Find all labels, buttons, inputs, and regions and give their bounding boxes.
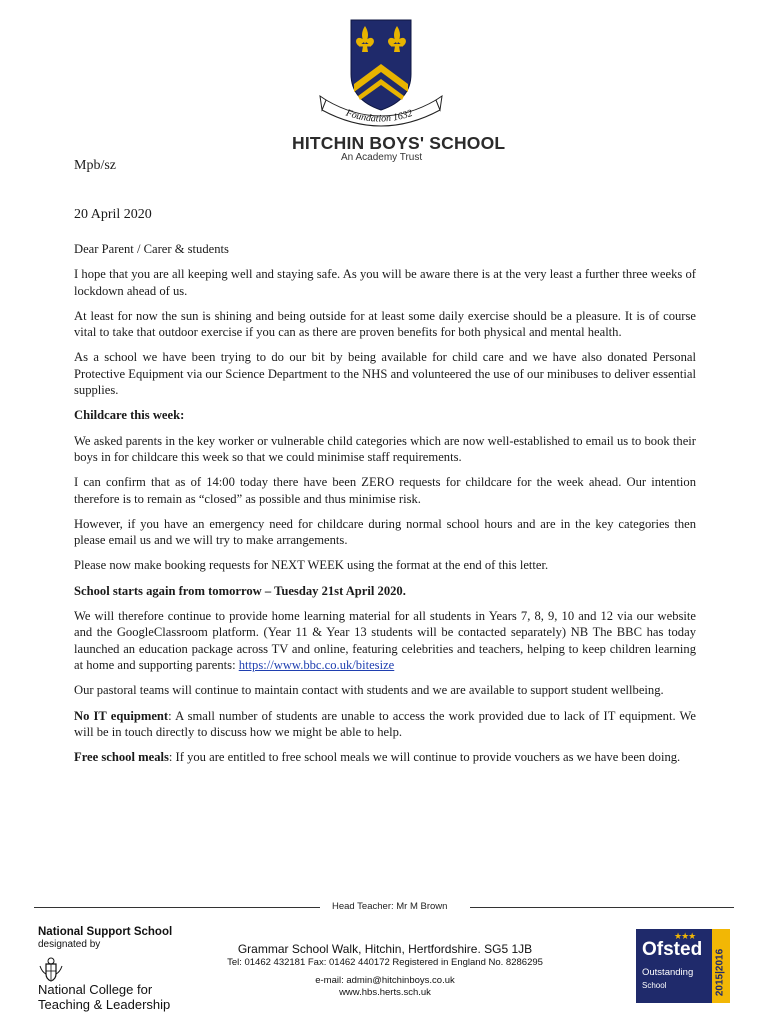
bbc-bitesize-link[interactable]: https://www.bbc.co.uk/bitesize <box>238 658 395 673</box>
paragraph-home-learning <box>74 608 696 674</box>
it-equipment-label: No IT equipment <box>74 708 169 723</box>
head-teacher: Head Teacher: Mr M Brown <box>332 901 448 912</box>
national-support-school-badge <box>38 926 198 1012</box>
ofsted-outstanding-badge <box>636 929 730 1003</box>
it-equipment-text: : A small number of students are unable to access the work provided due to lack of IT equipment. We will be in touch directly to discuss how we might be able to help. <box>74 708 696 739</box>
contact-numbers: Tel: 01462 432181 Fax: 01462 440172 Registered in England No. 8286295 <box>227 957 543 968</box>
letter-date: 20 April 2020 <box>74 207 152 222</box>
nss-college: National College for Teaching & Leadership <box>38 982 171 1012</box>
free-meals-label: Free school meals <box>74 750 169 765</box>
school-name: HITCHIN BOYS' SCHOOL <box>292 133 506 153</box>
heading-childcare: Childcare this week: <box>74 408 185 423</box>
heading-school-starts: School starts again from tomorrow – Tuesday 21st April 2020. <box>74 583 406 598</box>
paragraph-pastoral: Our pastoral teams will continue to maintain contact with students and we are available to support student wellbeing. <box>74 683 664 698</box>
ofsted-years: 2015|2016 <box>714 948 726 997</box>
nss-title: National Support School <box>38 926 173 938</box>
footer-divider-left <box>34 907 320 908</box>
letter-body <box>74 241 696 774</box>
ofsted-stars-icon: ★★★ <box>674 931 696 941</box>
paragraph-next-week: Please now make booking requests for NEXT WEEK using the format at the end of this letter. <box>74 558 549 573</box>
ofsted-name: Ofsted <box>642 939 703 960</box>
paragraph-zero-requests: I can confirm that as of 14:00 today there have been ZERO requests for childcare for the week ahead. Our intention therefore is to remain as “closed” as possible and thus minimise risk. <box>74 475 696 506</box>
school-crest-logo <box>318 14 444 134</box>
royal-arms-icon <box>38 956 64 984</box>
school-address-block <box>200 942 570 999</box>
free-meals-text: : If you are entitled to free school meals we will continue to provide vouchers as we have been doing. <box>168 750 681 765</box>
salutation: Dear Parent / Carer & students <box>74 242 229 256</box>
school-subtitle: An Academy Trust <box>341 152 423 163</box>
ofsted-grade: Outstanding <box>642 967 694 978</box>
paragraph-exercise: At least for now the sun is shining and being outside for at least some daily exercise should be a pleasure. It is of course vital to take that outdoor exercise if you can as there are proven benefits for both physical and mental health. <box>74 308 696 340</box>
website-address[interactable]: www.hbs.herts.sch.uk <box>339 987 431 998</box>
email-address[interactable]: e-mail: admin@hitchinboys.co.uk <box>315 975 455 986</box>
paragraph-wellbeing: I hope that you are all keeping well and staying safe. As you will be aware there is at the very least a further three weeks of lockdown ahead of us. <box>74 267 696 298</box>
letter-reference: Mpb/sz <box>74 158 116 173</box>
paragraph-emergency: However, if you have an emergency need for childcare during normal school hours and are in the key categories then please email us and we will try to make arrangements. <box>74 516 696 548</box>
crest-motto-text: Foundation 1632 <box>344 107 414 125</box>
footer-divider-right <box>470 907 734 908</box>
paragraph-it-equipment <box>74 708 696 741</box>
paragraph-free-meals <box>74 749 696 765</box>
home-learning-text: We will therefore continue to provide home learning material for all students in Years 7, 8, 9, 10 and 12 via our website and the GoogleClassroom platform. (Year 11 & Year 13 students will be contacted separately) NB The BBC has today launched an education package across TV and online, featuring celebrities and teachers, helping to keep children learning at home and supporting parents: <box>74 608 696 673</box>
nss-designated: designated by <box>38 939 101 950</box>
paragraph-school-help: As a school we have been trying to do our bit by being available for child care and we have also donated Personal Protective Equipment via our Science Department to the NHS and volunteered the use of our minibuses to deliver essential supplies. <box>74 350 696 398</box>
paragraph-childcare-booking: We asked parents in the key worker or vulnerable child categories which are now well-established to email us to book their boys in for childcare this week so that we could minimise staff requirements. <box>74 433 696 465</box>
ofsted-school-label: School <box>642 981 667 990</box>
address-line: Grammar School Walk, Hitchin, Hertfordshire. SG5 1JB <box>237 942 533 956</box>
